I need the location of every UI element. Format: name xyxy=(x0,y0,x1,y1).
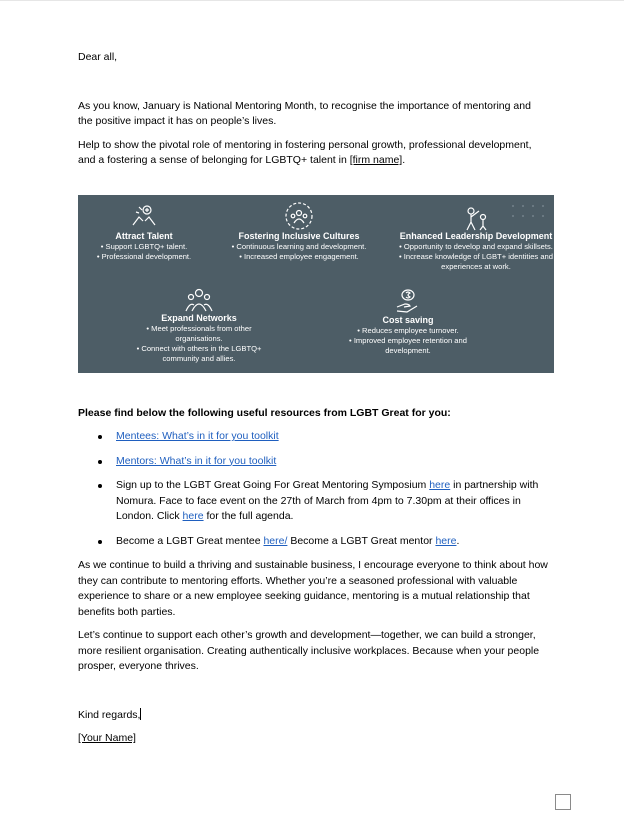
leadership-point: • Increase knowledge of LGBT+ identities and experiences at work. xyxy=(394,252,554,272)
attract-point: • Support LGBTQ+ talent. xyxy=(80,242,208,252)
networks-point: • Connect with others in the LGBTQ+ community and allies. xyxy=(132,344,266,364)
inclusive-point: • Increased employee engagement. xyxy=(216,252,382,262)
attract-points xyxy=(80,242,208,262)
hands-heart-icon xyxy=(80,203,208,231)
symposium-end: for the full agenda. xyxy=(203,510,294,522)
firm-name-placeholder[interactable]: [firm name] xyxy=(349,154,403,166)
symposium-signup-link[interactable]: here xyxy=(429,479,451,491)
paragraph-help-end: . xyxy=(402,154,406,166)
networks-point: • Meet professionals from other organisations. xyxy=(132,324,266,344)
symposium-text: Sign up to the LGBT Great Going For Great Mentoring Symposium xyxy=(116,479,430,491)
paragraph-intro: As you know, January is National Mentoring Month, to recognise the importance of mentoring and the positive impact it has on people’s lives. xyxy=(78,99,531,127)
top-divider xyxy=(0,0,624,1)
inclusive-cultures-block xyxy=(216,201,382,262)
letter-body[interactable] xyxy=(78,50,553,747)
inclusive-title: Fostering Inclusive Cultures xyxy=(238,230,360,241)
cost-points xyxy=(336,326,480,356)
resources-list xyxy=(78,429,548,549)
cost-point: • Improved employee retention and development. xyxy=(336,336,480,356)
signoff-text: Kind regards, xyxy=(78,708,141,721)
leadership-point: • Opportunity to develop and expand skillsets. xyxy=(394,242,554,252)
list-item xyxy=(116,534,548,550)
benefits-banner-image xyxy=(78,195,554,373)
leadership-points xyxy=(394,242,554,272)
leadership-title: Enhanced Leadership Development xyxy=(399,230,553,241)
paragraph-support: Let’s continue to support each other’s growth and development—together, we can build a stronger, more resilient organisation. Creating authentically inclusive workplaces. Because when your people prosper, everyone thrives. xyxy=(78,629,540,672)
leadership-block xyxy=(394,205,554,272)
mentor-end: . xyxy=(456,534,460,547)
agenda-link[interactable]: here xyxy=(182,510,204,522)
signoff xyxy=(78,708,548,724)
networks-title: Expand Networks xyxy=(161,312,237,323)
mentor-pointing-icon xyxy=(394,205,554,231)
paragraph-thriving: As we continue to build a thriving and sustainable business, I encourage everyone to think about how they can contribute to mentoring efforts. Whether you’re a seasoned professional with valuable experience to share or a new employee seeking guidance, mentoring is a mutual relationship that benefits both parties. xyxy=(78,559,548,618)
attract-talent-block xyxy=(80,203,208,262)
mentee-text: Become a LGBT Great mentee xyxy=(116,534,264,547)
attract-point: • Professional development. xyxy=(80,252,208,262)
list-item xyxy=(116,478,548,525)
become-mentor-link[interactable]: here xyxy=(435,534,457,547)
people-circle-icon xyxy=(216,201,382,231)
cost-saving-block xyxy=(336,287,480,356)
become-mentee-link[interactable]: here/ xyxy=(263,534,288,547)
inclusive-points xyxy=(216,242,382,262)
your-name-placeholder[interactable]: [Your Name] xyxy=(78,732,136,744)
money-hand-icon xyxy=(336,287,480,315)
networks-points xyxy=(132,324,266,364)
cost-title: Cost saving xyxy=(382,314,434,325)
expand-networks-block xyxy=(132,287,266,364)
inclusive-point: • Continuous learning and development. xyxy=(216,242,382,252)
greeting: Dear all, xyxy=(78,51,118,63)
symposium-details: in partnership with Nomura. Face to face event on the 27th of March from 4pm to 7.30pm at their offices in London. Click xyxy=(116,479,539,522)
paragraph-help xyxy=(78,138,548,169)
group-icon xyxy=(132,287,266,313)
attract-title: Attract Talent xyxy=(115,230,173,241)
cost-point: • Reduces employee turnover. xyxy=(336,326,480,336)
list-item xyxy=(116,454,548,470)
list-item xyxy=(116,429,548,445)
resources-heading: Please find below the following useful resources from LGBT Great for you: xyxy=(78,406,451,419)
mentors-toolkit-link[interactable]: Mentors: What’s in it for you toolkit xyxy=(116,454,277,467)
mentor-text: Become a LGBT Great mentor xyxy=(287,534,436,547)
text-cursor xyxy=(140,708,141,720)
mentees-toolkit-link[interactable]: Mentees: What’s in it for you toolkit xyxy=(116,430,279,442)
paragraph-help-text: Help to show the pivotal role of mentoring in fostering personal growth, professional development, and a fostering a sense of belonging for LGBTQ+ talent in xyxy=(78,138,532,166)
corner-checkbox[interactable] xyxy=(555,794,571,810)
